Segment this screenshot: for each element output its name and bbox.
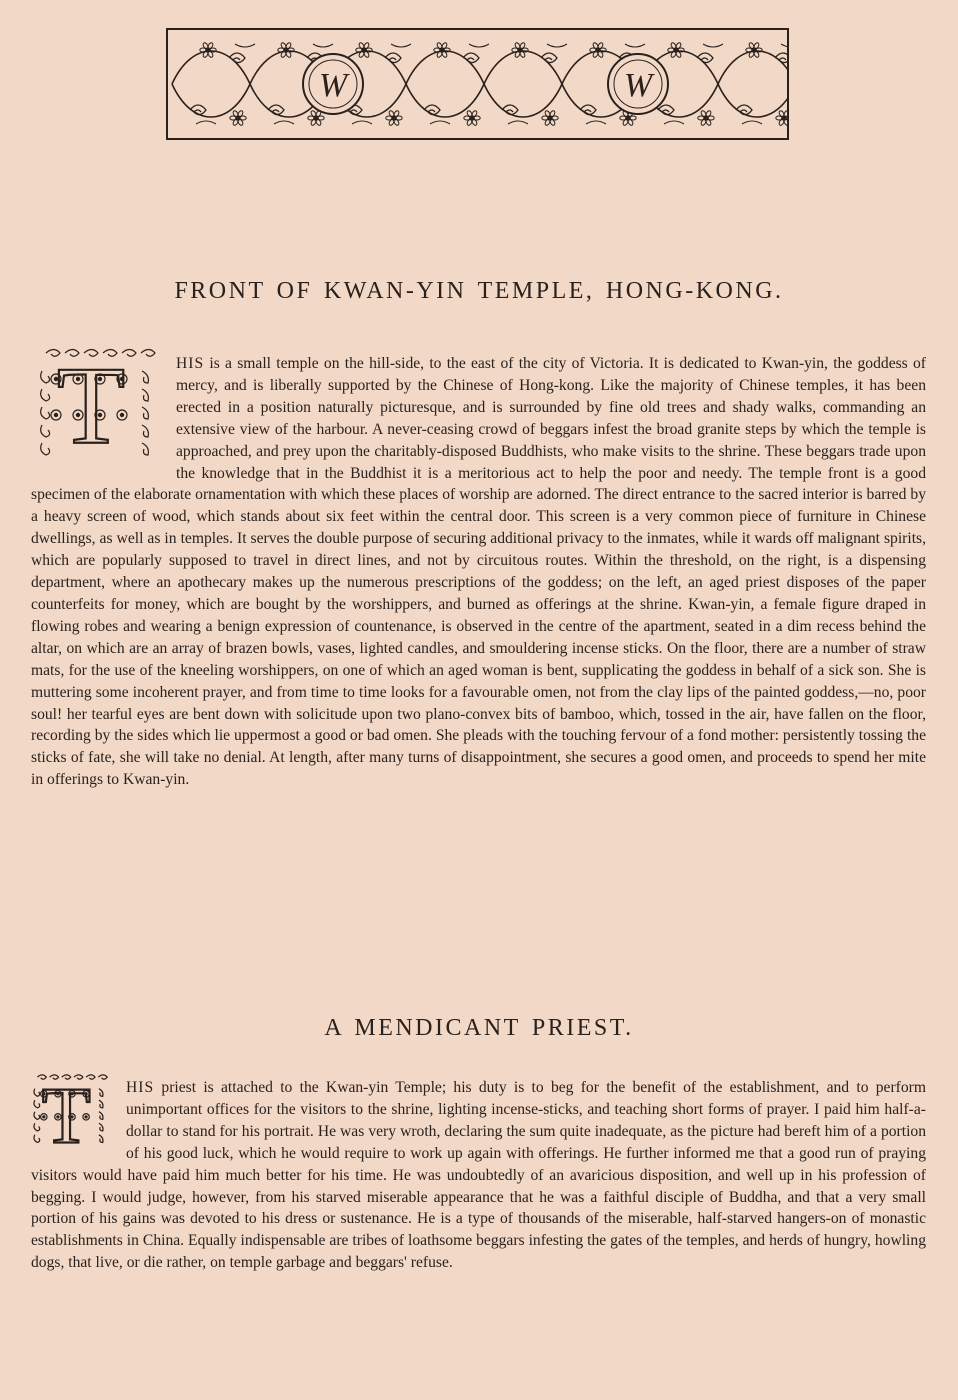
monogram-letter: W [623,67,653,104]
monogram-letter: W [318,67,348,104]
drop-cap-letter: T [56,345,126,459]
lead-word: HIS [176,355,205,372]
article-kwan-yin-temple [31,345,926,791]
article-mendicant-priest [31,1072,926,1274]
ornamental-drop-cap [31,1072,113,1154]
ornamental-drop-cap [36,345,164,459]
left-monogram-medallion [303,54,363,114]
lead-word: HIS [126,1079,155,1096]
drop-cap-letter: T [41,1072,91,1154]
section-title-kwan-yin-temple: FRONT OF KWAN-YIN TEMPLE, HONG-KONG. [174,278,784,304]
floral-scroll-ornament [168,30,787,138]
ornamental-headpiece [166,28,789,140]
drop-cap-t-icon [36,345,164,459]
section-title-mendicant-priest: A MENDICANT PRIEST. [324,1015,634,1041]
article-body-text: priest is attached to the Kwan-yin Temple; his duty is to beg for the benefit of the establishment, and to perform unimportant offices for the visitors to the shrine, lighting incense-sticks, and teaching short forms of prayer. I paid him half-a-dollar to stand for his portrait. He was very wroth, declaring the sum quite inadequate, as the picture had bereft him of a portion of his good luck, which he would require to work up again with offerings. He further informed me that a good run of praying visitors would have paid him much better for his time. He was undoubtedly of an avaricious disposition, and well up in his profession of begging. I would judge, however, from his starved miserable appearance that he was a faithful disciple of Buddha, and that a very small portion of his gains was devoted to his dress or sustenance. He is a type of thousands of the miserable, half-starved hangers-on of monastic establishments in China. Equally indispensable are tribes of loathsome beggars infesting the gates of the temples, and herds of hungry, howling dogs, that live, or die rather, on temple garbage and beggars' refuse. [31,1079,926,1272]
right-monogram-medallion [608,54,668,114]
drop-cap-t-icon [31,1072,113,1154]
article-body-text: is a small temple on the hill-side, to the east of the city of Victoria. It is dedicated to Kwan-yin, the goddess of mercy, and is liberally supported by the Chinese of Hong-kong. Like the majority of Chinese temples, it has been erected in a position naturally picturesque, and is surrounded by fine old trees and shady walks, commanding an extensive view of the harbour. A never-ceasing crowd of beggars infest the broad granite steps by which the temple is approached, and prey upon the charitably-disposed Buddhists, who make visits to the shrine. These beggars trade upon the knowledge that in the Buddhist it is a meritorious act to help the poor and needy. The temple front is a good specimen of the elaborate ornamentation with which these places of worship are adorned. The direct entrance to the sacred interior is barred by a heavy screen of wood, which stands about six feet within the central door. This screen is a very common piece of furniture in Chinese dwellings, as well as in temples. It serves the double purpose of securing additional privacy to the inmates, while it wards off malignant spirits, which are popularly supposed to travel in direct lines, and not by circuitous routes. Within the threshold, on the right, is a dispensing department, where an apothecary makes up the numerous prescriptions of the goddess; on the left, an aged priest disposes of the paper counterfeits for money, which are bought by the worshippers, and burned as offerings at the shrine. Kwan-yin, a female figure draped in flowing robes and wearing a benign expression of countenance, is observed in the centre of the apartment, seated in a dim recess behind the altar, on which are an array of brazen bowls, vases, lighted candles, and smouldering incense sticks. On the floor, there are a number of straw mats, for the use of the kneeling worshippers, on one of which an aged woman is bent, supplicating the goddess in behalf of a sick son. She is muttering some incoherent prayer, and from time to time looks for a favourable omen, not from the clay lips of the painted goddess,—no, poor soul! her tearful eyes are bent down with solicitude upon two plano-convex bits of bamboo, which, tossed in the air, have fallen on the floor, recording by the sides which lie uppermost a good or bad omen. She pleads with the touching fervour of a fond mother: persistently tossing the sticks of fate, she will take no denial. At length, after many turns of disappointment, she secures a good omen, and proceeds to spend her mite in offerings to Kwan-yin. [31,355,926,789]
